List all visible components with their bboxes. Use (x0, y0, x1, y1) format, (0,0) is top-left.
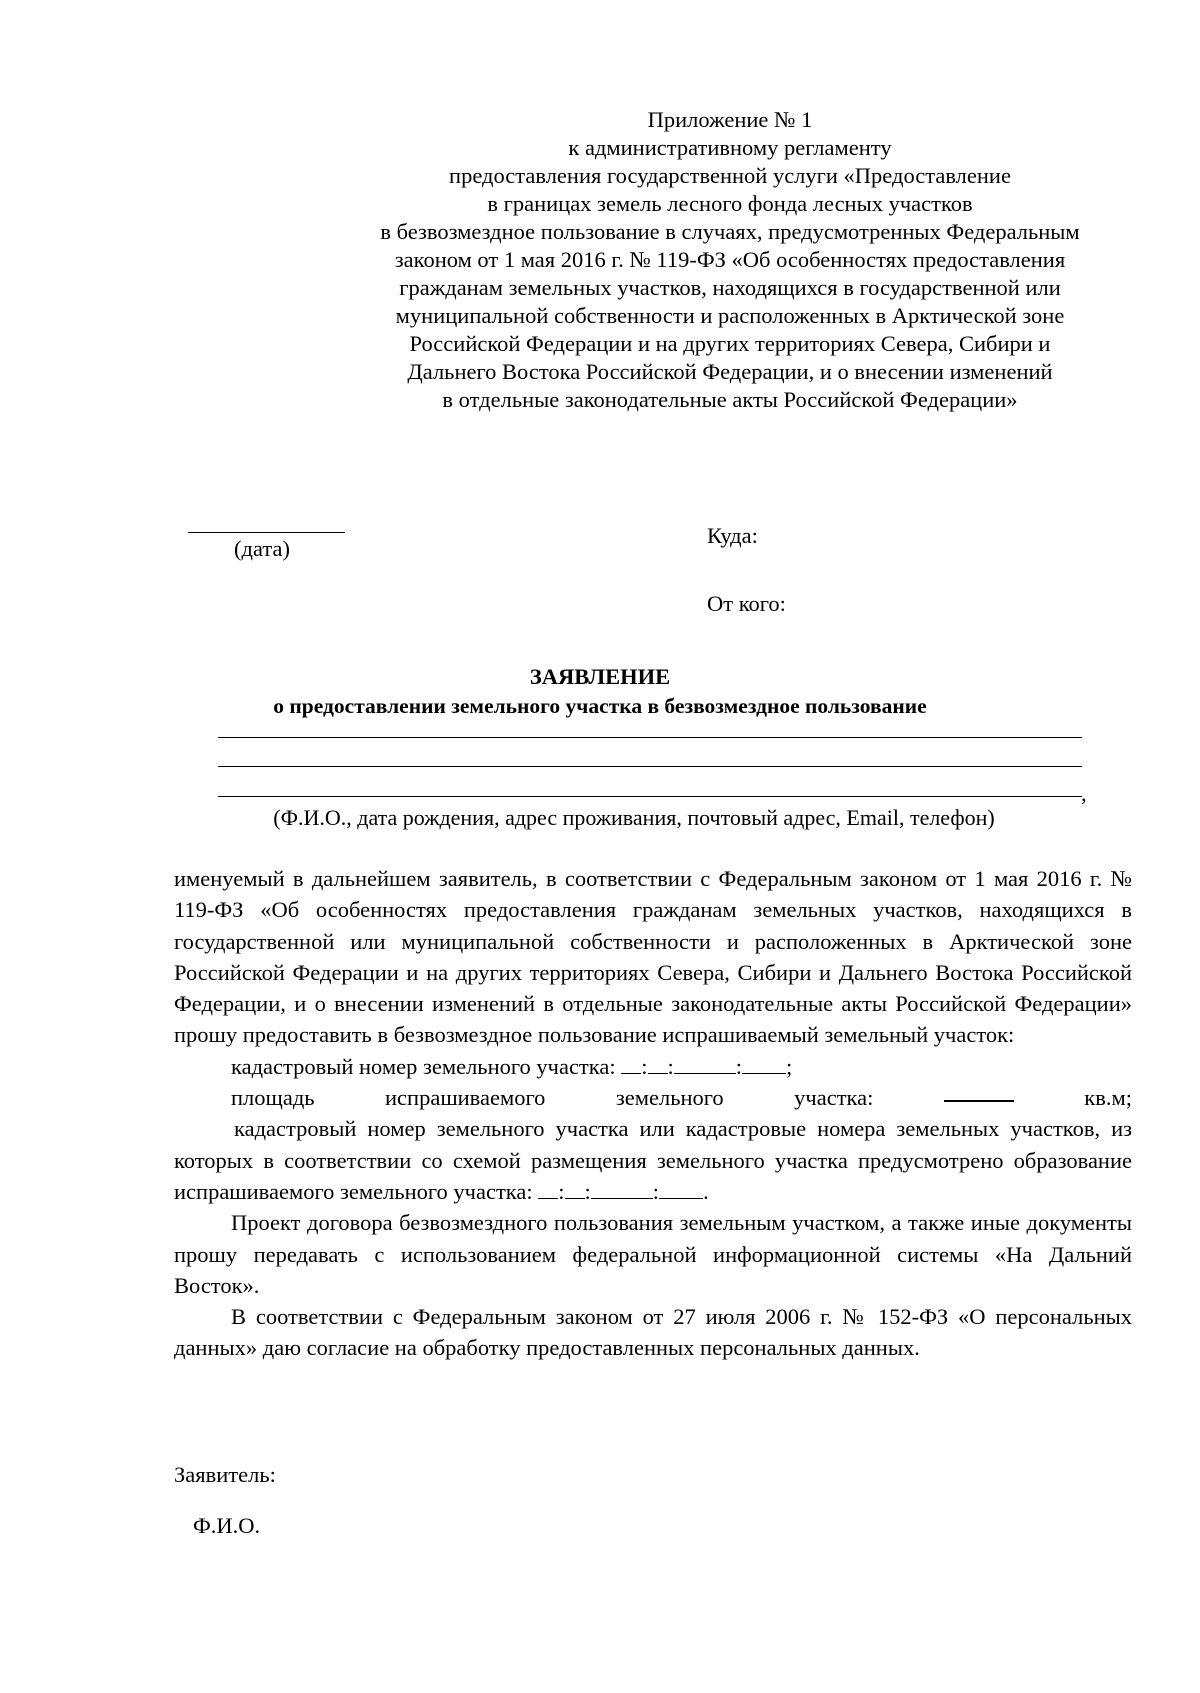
appendix-header (350, 106, 1110, 414)
applicant-fio-label: Ф.И.О. (193, 1513, 261, 1538)
cadastral-blank-4[interactable] (742, 1055, 786, 1074)
application-body (174, 863, 1132, 1364)
document-title: ЗАЯВЛЕНИЕ (529, 664, 671, 689)
cadastral-blank-2[interactable] (648, 1055, 668, 1074)
cadastral-blank-3[interactable] (674, 1055, 736, 1074)
area-word: участка: (794, 1085, 874, 1111)
appendix-line: в границах земель лесного фонда лесных участков (487, 191, 973, 216)
appendix-line: Российской Федерации и на других территориях Севера, Сибири и (409, 331, 1051, 356)
appendix-line: муниципальной собственности и расположенных в Арктической зоне (395, 303, 1065, 328)
cadastral-blank-1[interactable] (621, 1055, 641, 1074)
cadastral-number-row: кадастровый номер земельного участка: : : : ; (231, 1053, 793, 1079)
source-cadastral-blank-1[interactable] (538, 1180, 558, 1199)
appendix-line: предоставления государственной услуги «Предоставление (449, 163, 1011, 188)
source-cadastral-blank-2[interactable] (565, 1180, 585, 1199)
source-plots-paragraph: кадастровый номер земельного участка или кадастровые номера земельных участков, из которых в соответствии со схемой размещения земельного участка предусмотрено образование испрашиваемого земельного участка: : : : . (174, 1116, 1132, 1204)
sender-label: От кого: (707, 591, 786, 616)
date-label: (дата) (234, 536, 290, 561)
applicant-info-line-2[interactable] (218, 766, 1082, 767)
applicant-info-line-1[interactable] (218, 737, 1082, 738)
recipient-label: Куда: (707, 523, 758, 548)
area-word: земельного (615, 1085, 724, 1111)
source-cadastral-blank-4[interactable] (659, 1180, 703, 1199)
date-field-line[interactable] (188, 532, 345, 533)
source-cadastral-blank-3[interactable] (591, 1180, 653, 1199)
source-plots-text: кадастровый номер земельного участка или кадастровые номера земельных участков, из которых в соответствии со схемой размещения земельного участка предусмотрено образование испрашиваемого земельного участка: (174, 1116, 1132, 1204)
appendix-line: законом от 1 мая 2016 г. № 119-ФЗ «Об особенностях предоставления (394, 247, 1066, 272)
applicant-info-line-3[interactable] (218, 796, 1082, 797)
consent-paragraph: В соответствии с Федеральным законом от 27 июля 2006 г. № 152-ФЗ «О персональных данных» даю согласие на обработку предоставленных персональных данных. (174, 1304, 1132, 1361)
applicant-line-comma: , (1081, 781, 1087, 806)
appendix-line: в безвозмездное пользование в случаях, предусмотренных Федеральным (380, 219, 1080, 244)
appendix-line: Дальнего Востока Российской Федерации, и о внесении изменений (407, 359, 1053, 384)
appendix-line: в отдельные законодательные акты Российской Федерации» (442, 387, 1018, 412)
area-word: испрашиваемого (385, 1085, 546, 1111)
area-row (174, 1082, 1132, 1113)
area-unit: кв.м; (1084, 1085, 1132, 1111)
cadastral-number-label: кадастровый номер земельного участка: (231, 1053, 616, 1079)
area-blank[interactable] (944, 1082, 1014, 1102)
intro-paragraph: именуемый в дальнейшем заявитель, в соответствии с Федеральным законом от 1 мая 2016 г. № 119-ФЗ «Об особенностях предоставления гражданам земельных участков, находящихся в государственной или муниципальной собственности и расположенных в Арктической зоне Российской Федерации и на других территориях Севера, Сибири и Дальнего Востока Российской Федерации, и о внесении изменений в отдельные законодательные акты Российской Федерации» прошу предоставить в безвозмездное пользование испрашиваемый земельный участок: (174, 866, 1132, 1048)
area-word: площадь (231, 1085, 315, 1111)
applicant-info-caption: (Ф.И.О., дата рождения, адрес проживания, почтовый адрес, Email, телефон) (273, 805, 995, 830)
applicant-signature-label: Заявитель: (174, 1462, 276, 1487)
appendix-line: гражданам земельных участков, находящихся в государственной или (399, 275, 1061, 300)
document-subtitle: о предоставлении земельного участка в безвозмездное пользование (273, 694, 927, 718)
appendix-line: Приложение № 1 (647, 107, 813, 132)
contract-paragraph: Проект договора безвозмездного пользования земельным участком, а также иные документы прошу передавать с использованием федеральной информационной системы «На Дальний Восток». (174, 1210, 1132, 1298)
appendix-line: к административному регламенту (568, 135, 892, 160)
